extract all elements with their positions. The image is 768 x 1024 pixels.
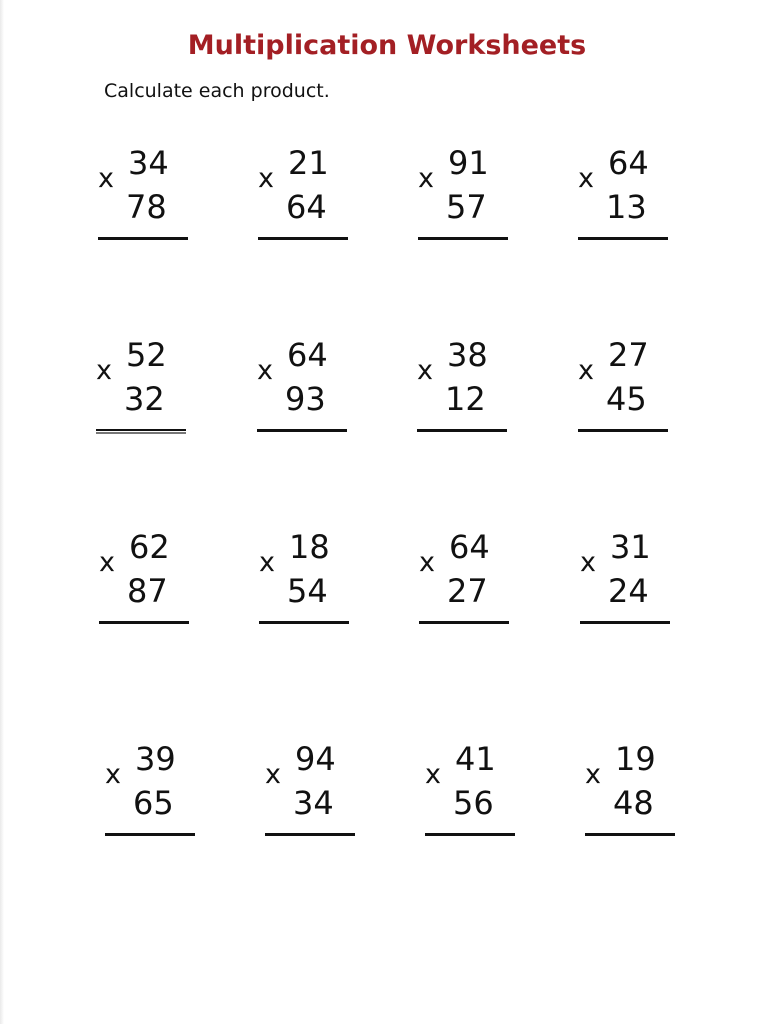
problem-5 [96,336,192,434]
problem-13 [105,740,201,838]
answer-line [425,833,515,836]
multiplicand: 64 [449,528,490,566]
multiplicand: 91 [448,144,489,182]
multiplier: 24 [608,572,649,610]
answer-line [98,237,188,240]
multiply-sign: x [580,547,596,578]
answer-line [578,237,668,240]
page-title: Multiplication Worksheets [187,30,587,61]
multiplicand: 64 [608,144,649,182]
multiply-sign: x [418,163,434,194]
multiplier: 45 [606,380,647,418]
answer-line [418,237,508,240]
multiplicand: 62 [129,528,170,566]
answer-line [258,237,348,240]
answer-line [259,621,349,624]
problem-1 [98,144,194,242]
answer-line [99,621,189,624]
multiplicand: 21 [288,144,329,182]
multiply-sign: x [417,355,433,386]
problem-2 [258,144,354,242]
multiply-sign: x [578,163,594,194]
page-edge-shadow [0,0,4,1024]
multiplicand: 94 [295,740,336,778]
multiply-sign: x [419,547,435,578]
problem-11 [419,528,515,626]
problem-14 [265,740,361,838]
multiplier: 32 [124,380,165,418]
multiply-sign: x [258,163,274,194]
problem-4 [578,144,674,242]
answer-line [265,833,355,836]
multiply-sign: x [265,759,281,790]
multiply-sign: x [585,759,601,790]
multiplicand: 18 [289,528,330,566]
multiplier: 12 [445,380,486,418]
multiply-sign: x [96,355,112,386]
multiplier: 78 [126,188,167,226]
multiplicand: 38 [447,336,488,374]
multiplicand: 41 [455,740,496,778]
multiplier: 57 [446,188,487,226]
multiplicand: 34 [128,144,169,182]
multiplier: 65 [133,784,174,822]
multiplier: 54 [287,572,328,610]
instructions-text: Calculate each product. [104,80,330,102]
problem-16 [585,740,681,838]
multiplier: 64 [286,188,327,226]
multiply-sign: x [578,355,594,386]
multiply-sign: x [425,759,441,790]
answer-line [105,833,195,836]
multiplier: 87 [127,572,168,610]
multiply-sign: x [105,759,121,790]
answer-line [419,621,509,624]
multiply-sign: x [259,547,275,578]
multiply-sign: x [257,355,273,386]
multiplier: 34 [293,784,334,822]
multiplier: 13 [606,188,647,226]
problem-3 [418,144,514,242]
multiplicand: 27 [608,336,649,374]
multiply-sign: x [98,163,114,194]
answer-line [96,429,186,431]
answer-line [417,429,507,432]
problem-10 [259,528,355,626]
multiplicand: 39 [135,740,176,778]
problem-15 [425,740,521,838]
answer-line [578,429,668,432]
problem-6 [257,336,353,434]
multiplicand: 31 [610,528,651,566]
problem-8 [578,336,674,434]
multiplicand: 52 [126,336,167,374]
multiplier: 27 [447,572,488,610]
answer-line [580,621,670,624]
problem-7 [417,336,513,434]
multiplier: 56 [453,784,494,822]
multiplier: 48 [613,784,654,822]
answer-line [257,429,347,432]
problem-9 [99,528,195,626]
multiplicand: 19 [615,740,656,778]
problem-12 [580,528,676,626]
multiply-sign: x [99,547,115,578]
multiplicand: 64 [287,336,328,374]
answer-line [585,833,675,836]
multiplier: 93 [285,380,326,418]
